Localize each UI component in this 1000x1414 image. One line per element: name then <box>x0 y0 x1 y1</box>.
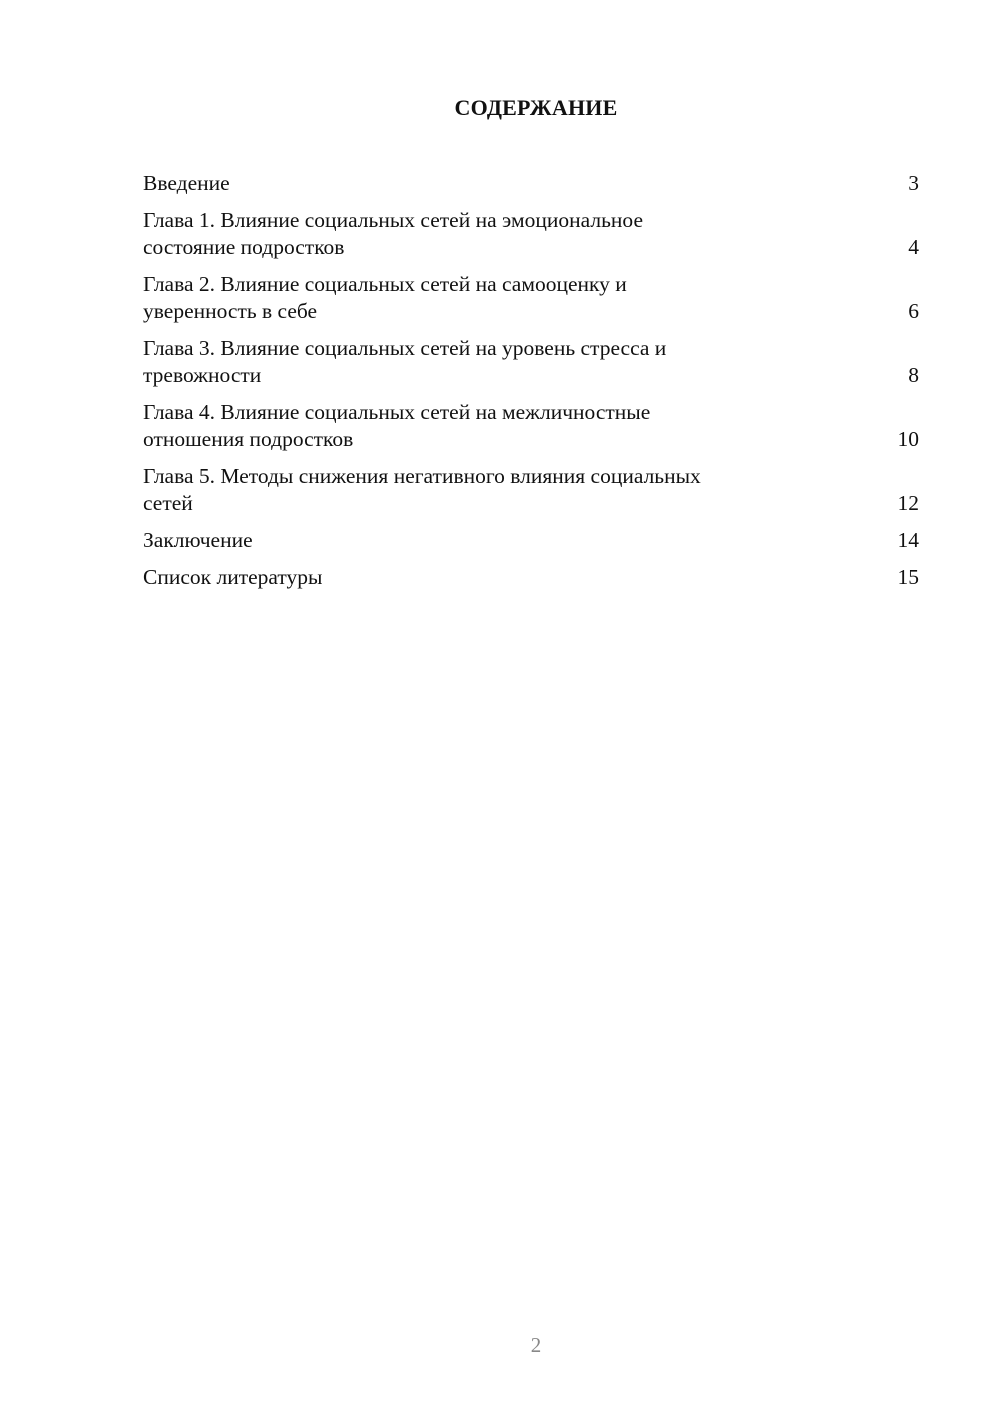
title-container <box>0 95 1000 121</box>
toc-entry-label <box>143 207 643 261</box>
toc-entry-chapter-4[interactable] <box>143 399 919 453</box>
toc-entry-chapter-2[interactable] <box>143 271 919 325</box>
toc-entry-line: состояние подростков <box>143 235 345 259</box>
toc-entry-page: 3 <box>908 171 919 195</box>
toc-entry-line: Глава 3. Влияние социальных сетей на уровень стресса и <box>143 336 667 360</box>
toc-entry-chapter-3[interactable] <box>143 335 919 389</box>
toc-entry-page: 14 <box>897 528 919 552</box>
toc-entry-page: 6 <box>908 299 919 323</box>
toc-entry-line: отношения подростков <box>143 427 354 451</box>
toc-entry-label <box>143 564 322 591</box>
toc-entry-line: Заключение <box>143 528 253 552</box>
toc-entry-page: 4 <box>908 235 919 259</box>
toc-entry-label <box>143 335 666 389</box>
toc-entry-chapter-1[interactable] <box>143 207 919 261</box>
toc-entry-label <box>143 463 701 517</box>
toc-entry-page: 8 <box>908 363 919 387</box>
toc-entry-label <box>143 271 627 325</box>
toc-entry-chapter-5[interactable] <box>143 463 919 517</box>
toc-entry-page: 12 <box>897 491 919 515</box>
table-of-contents <box>143 170 919 601</box>
toc-entry-line: Список литературы <box>143 565 323 589</box>
toc-entry-line: Глава 2. Влияние социальных сетей на самооценку и <box>143 272 627 296</box>
toc-entry-line: сетей <box>143 491 193 515</box>
toc-entry-page: 15 <box>897 565 919 589</box>
toc-entry-references[interactable] <box>143 564 919 591</box>
toc-entry-label <box>143 527 253 554</box>
toc-entry-line: уверенность в себе <box>143 299 318 323</box>
toc-entry-conclusion[interactable] <box>143 527 919 554</box>
page-number: 2 <box>530 1333 542 1357</box>
toc-entry-label <box>143 399 650 453</box>
toc-entry-line: Глава 4. Влияние социальных сетей на межличностные <box>143 400 651 424</box>
toc-entry-line: тревожности <box>143 363 262 387</box>
toc-entry-line: Глава 5. Методы снижения негативного влияния социальных <box>143 464 701 488</box>
toc-entry-line: Глава 1. Влияние социальных сетей на эмоциональное <box>143 208 643 232</box>
page-title: СОДЕРЖАНИЕ <box>454 95 618 120</box>
toc-entry-page: 10 <box>897 427 919 451</box>
toc-entry-label <box>143 170 230 197</box>
toc-entry-introduction[interactable] <box>143 170 919 197</box>
toc-entry-line: Введение <box>143 171 230 195</box>
